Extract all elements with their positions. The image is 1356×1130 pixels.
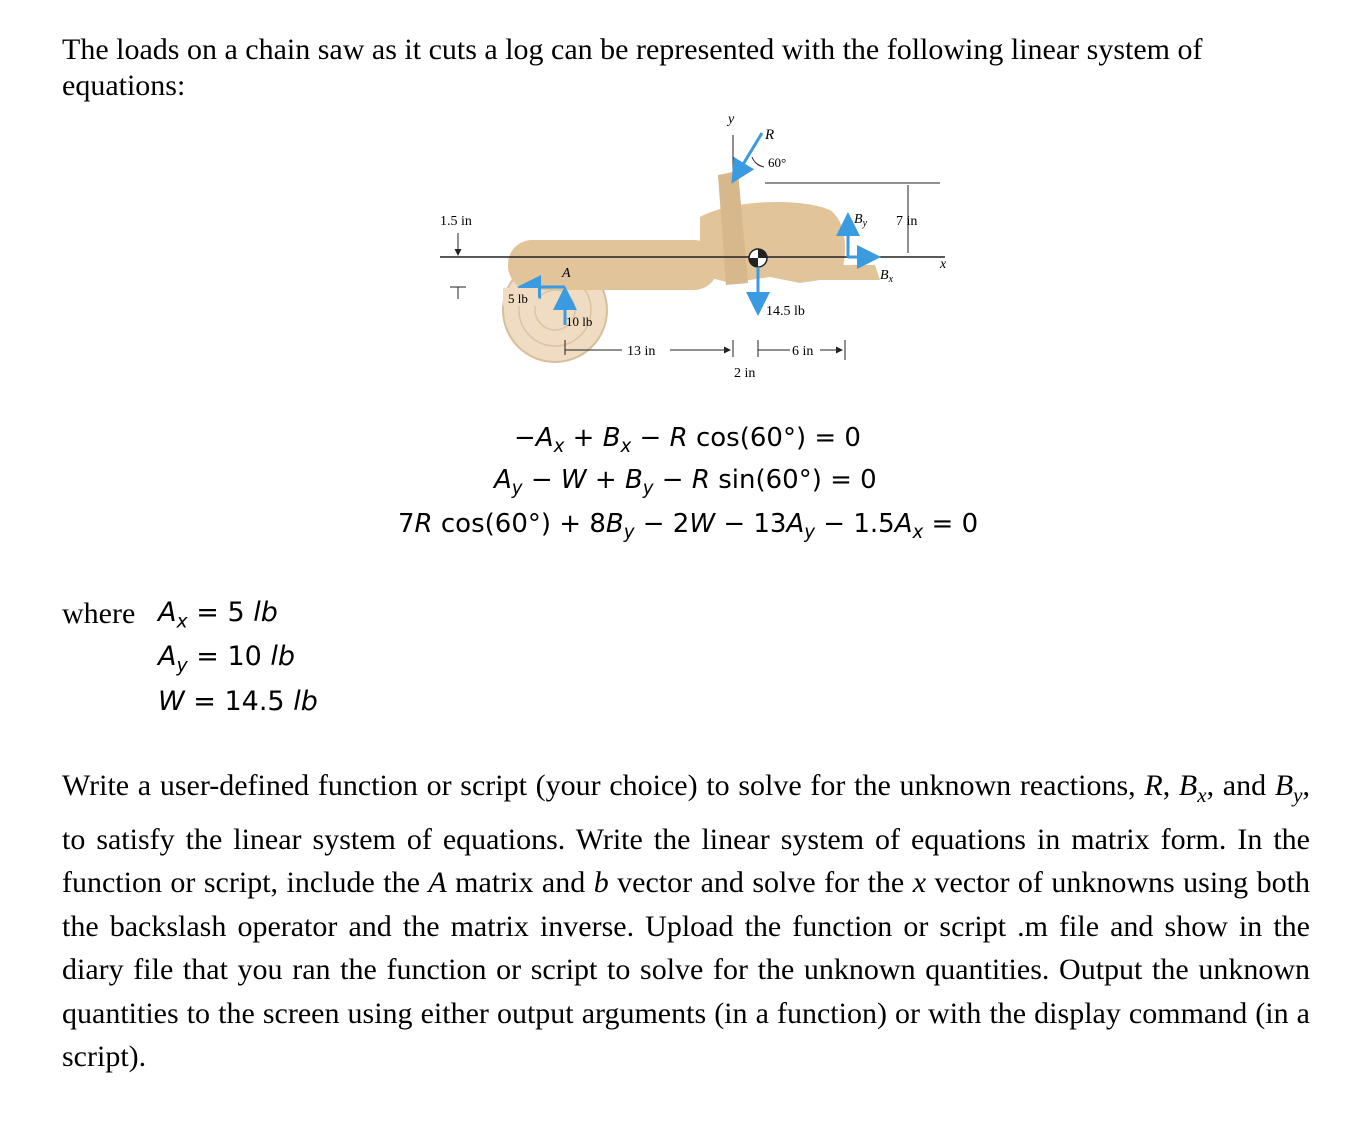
- ay-value: $A_y = 10$ lb: [158, 641, 296, 677]
- y-axis-label: y: [728, 112, 735, 127]
- dim-1-5-in: 1.5 in: [440, 214, 472, 229]
- load-5-lb: 5 lb: [508, 291, 528, 306]
- w-value: W = 14.5 lb: [158, 686, 318, 717]
- instructions-paragraph: Write a user-defined function or script (your choice) to solve for the unknown reactions, R, $B_x$, and $B_y$, to satisfy the linear system of equations. Write the linear system of equations in matrix form. In the function or script, include the A matrix and b vector and solve for the x vector of unknowns using both the backslash operator and the matrix inverse. Upload the function or script .m file and show in the diary file that you ran the function or script to solve for the unknown quantities. Output the unknown quantities to the screen using either output arguments (in a function) or with the display command (in a script).: [62, 769, 1310, 1073]
- dim-7-in: 7 in: [896, 214, 918, 229]
- dim-2-in: 2 in: [734, 366, 756, 381]
- dim-13-in: 13 in: [627, 344, 656, 359]
- intro-text: The loads on a chain saw as it cuts a log can be represented with the following linear system of equations:: [62, 33, 1203, 102]
- equation-1: $-A_x + B_x - R$ cos(60°) = 0: [514, 423, 861, 458]
- r-label: R: [765, 127, 775, 143]
- r-force-arrow: [733, 133, 762, 181]
- where-label: where: [62, 597, 136, 630]
- a-label: A: [562, 266, 571, 281]
- angle-label: 60°: [768, 155, 787, 170]
- equation-2: $A_y - W + B_y - R$ sin(60°) = 0: [494, 465, 877, 500]
- chain-saw-diagram: [400, 105, 960, 395]
- saw-bar: [508, 240, 718, 290]
- ax-value: $A_x = 5$ lb: [158, 597, 278, 633]
- weight-label: 14.5 lb: [766, 304, 805, 319]
- by-label: $B_y$: [854, 212, 868, 229]
- load-10-lb: 10 lb: [566, 314, 593, 329]
- x-axis-label: x: [940, 257, 947, 272]
- bx-label: $B_x$: [880, 268, 894, 285]
- dim-6-in: 6 in: [792, 344, 814, 359]
- equation-3: 7R $\cos(60^\circ) + 8B_y - 2W - 13A_y - 1.5A_x = 0$: [398, 509, 979, 544]
